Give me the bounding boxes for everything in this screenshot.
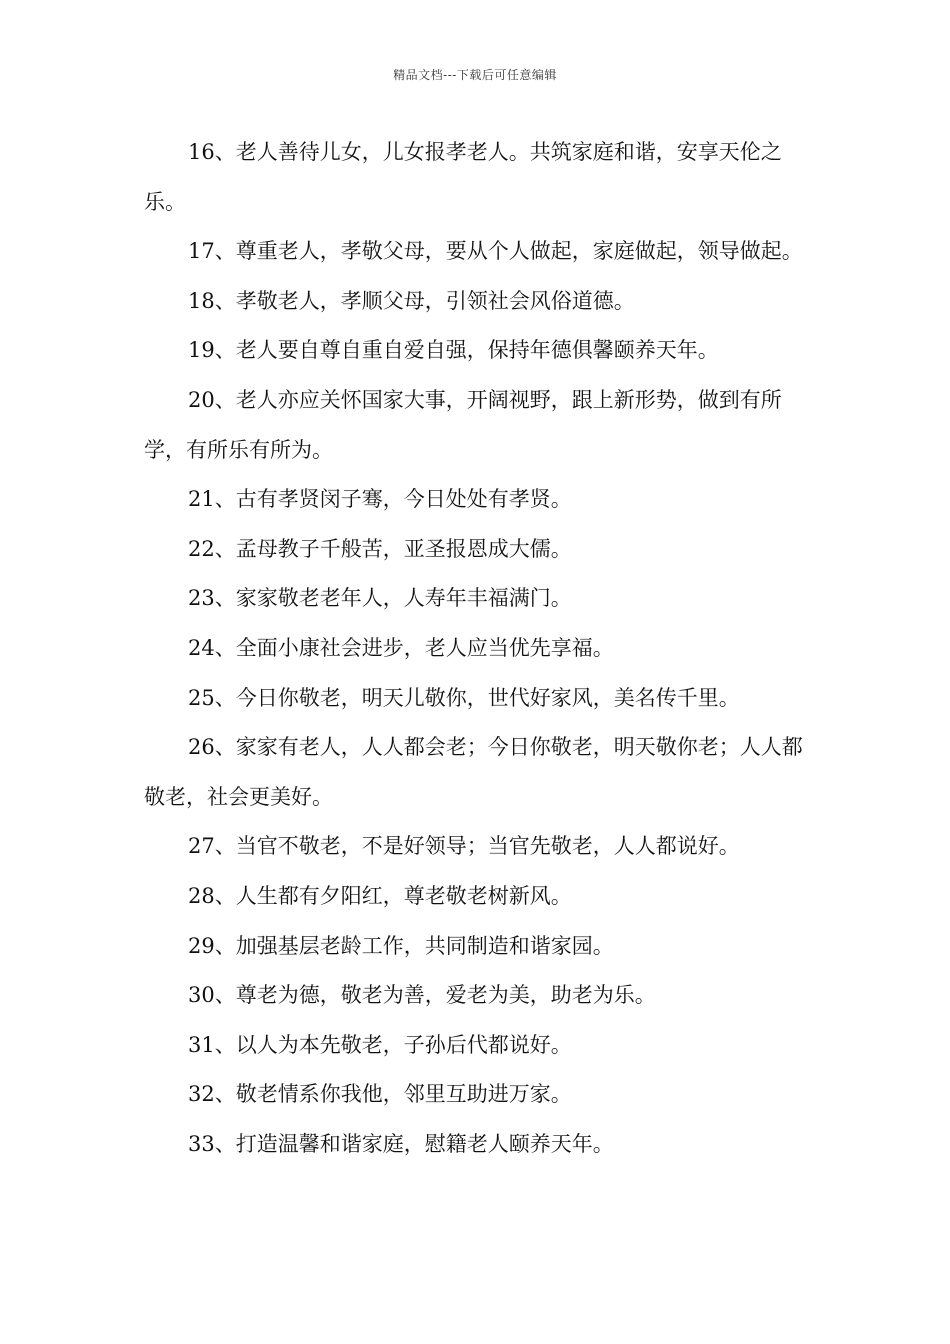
list-item: 30、尊老为德，敬老为善，爱老为美，助老为乐。 — [188, 983, 656, 1008]
list-item: 19、老人要自尊自重自爱自强，保持年德俱馨颐养天年。 — [188, 338, 719, 363]
slogan-list — [144, 128, 808, 1169]
list-item: 26、家家有老人，人人都会老；今日你敬老，明天敬你老；人人都敬老，社会更美好。 — [144, 735, 803, 809]
list-item: 17、尊重老人，孝敬父母，要从个人做起，家庭做起，领导做起。 — [188, 239, 803, 264]
list-item: 27、当官不敬老，不是好领导；当官先敬老，人人都说好。 — [188, 834, 740, 859]
list-item: 31、以人为本先敬老，子孙后代都说好。 — [188, 1032, 572, 1057]
list-item: 16、老人善待儿女，儿女报孝老人。共筑家庭和谐，安享天伦之乐。 — [144, 140, 782, 214]
list-item: 18、孝敬老人，孝顺父母，引领社会风俗道德。 — [188, 288, 635, 313]
list-item: 23、家家敬老老年人，人寿年丰福满门。 — [188, 586, 572, 611]
list-item: 28、人生都有夕阳红，尊老敬老树新风。 — [188, 883, 572, 908]
list-item: 29、加强基层老龄工作，共同制造和谐家园。 — [188, 933, 614, 958]
list-item: 33、打造温馨和谐家庭，慰籍老人颐养天年。 — [188, 1131, 614, 1156]
list-item: 21、古有孝贤闵子骞，今日处处有孝贤。 — [188, 487, 572, 512]
list-item: 22、孟母教子千般苦，亚圣报恩成大儒。 — [188, 536, 572, 561]
list-item: 24、全面小康社会进步，老人应当优先享福。 — [188, 635, 614, 660]
list-item: 20、老人亦应关怀国家大事，开阔视野，跟上新形势，做到有所学，有所乐有所为。 — [144, 387, 782, 462]
list-item: 25、今日你敬老，明天儿敬你，世代好家风，美名传千里。 — [188, 685, 740, 710]
list-item: 32、敬老情系你我他，邻里互助进万家。 — [188, 1082, 572, 1107]
page-header: 精品文档---下载后可任意编辑 — [393, 68, 557, 82]
